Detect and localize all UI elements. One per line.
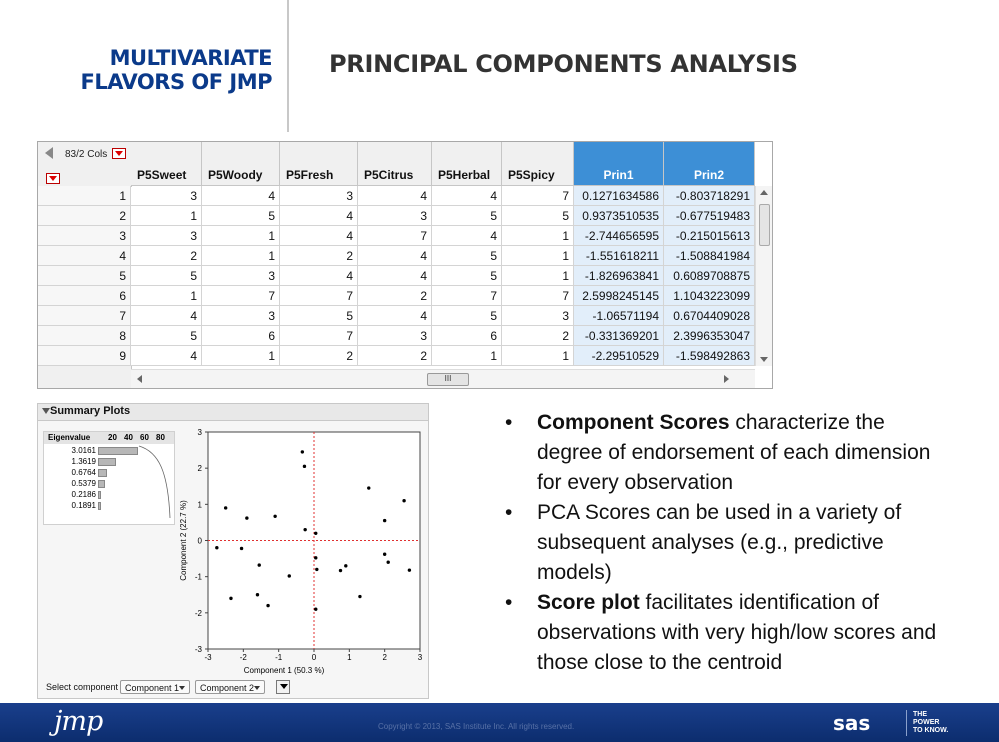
table-cell: 2 [358,286,432,306]
table-cell: 2 [502,326,574,346]
x-tick-label: 1 [347,653,352,662]
table-cell: 6 [202,326,280,346]
row-index-fill [38,366,132,388]
x-tick-label: -1 [275,653,283,662]
table-cell: -1.508841984 [664,246,755,266]
table-cell: 4 [131,306,202,326]
table-row[interactable] [38,306,755,326]
table-cell: -1.551618211 [574,246,664,266]
eigenvalue-value: 0.2186 [71,490,96,499]
column-header-label: P5Sweet [137,168,187,182]
x-tick-label: -3 [204,653,212,662]
column-header[interactable] [131,142,202,186]
disclosure-icon[interactable] [42,408,50,414]
score-point [402,499,405,502]
eigenvalue-value: 1.3619 [71,457,96,466]
table-cell: 7 [280,326,358,346]
table-cell: 1 [432,346,502,366]
table-cell: -1.826963841 [574,266,664,286]
score-point [358,595,361,598]
collapse-left-icon[interactable] [45,147,53,159]
score-point [229,597,232,600]
table-cell: 4 [280,206,358,226]
table-cell: 4 [432,226,502,246]
x-axis-label: Component 1 (50.3 %) [243,666,325,675]
row-index[interactable]: 6 [38,286,131,306]
row-index[interactable]: 4 [38,246,131,266]
score-point [383,519,386,522]
scroll-right-icon[interactable] [724,375,729,383]
table-cell: 4 [358,306,432,326]
score-point [303,528,306,531]
column-header[interactable] [202,142,280,186]
y-tick-label: -3 [194,645,202,654]
slide-title: PRINCIPAL COMPONENTS ANALYSIS [329,50,798,78]
table-cell: 3 [358,206,432,226]
row-index[interactable]: 9 [38,346,131,366]
table-cell: 1 [131,206,202,226]
table-cell: 4 [432,186,502,206]
row-index[interactable]: 7 [38,306,131,326]
table-cell: -0.677519483 [664,206,755,226]
table-cell: -0.803718291 [664,186,755,206]
table-cell: 4 [280,266,358,286]
summary-plots-header[interactable] [38,404,428,421]
logo-divider [906,710,907,736]
scroll-down-icon[interactable] [760,357,768,362]
sas-logo: sas [833,711,871,735]
score-point [367,486,370,489]
table-cell: 7 [502,186,574,206]
bullet-dot: • [505,501,513,524]
table-cell: 1 [502,346,574,366]
table-cell: 2 [131,246,202,266]
table-cell: 1 [202,246,280,266]
eigen-scale-60: 60 [140,433,149,442]
score-point [256,593,259,596]
table-cell: 5 [432,206,502,226]
score-plot [178,428,423,675]
eigenvalue-label: Eigenvalue [48,433,91,442]
score-point [245,516,248,519]
table-cell: -1.598492863 [664,346,755,366]
table-cell: 4 [358,186,432,206]
bullet-text: PCA Scores can be used in a variety of subsequent analyses (e.g., predictive models) [537,501,902,584]
score-point [288,574,291,577]
score-point [224,506,227,509]
summary-plots-title: Summary Plots [50,405,131,417]
cols-count: 83/2 Cols [65,149,108,160]
sas-tagline [913,711,948,735]
table-cell: 2 [280,246,358,266]
eigen-scale-80: 80 [156,433,165,442]
table-cell: -0.331369201 [574,326,664,346]
bullet-list [505,408,955,678]
score-point [273,515,276,518]
score-point [344,564,347,567]
eigen-scale-40: 40 [124,433,133,442]
eigenvalue-table [43,431,175,525]
column-header-label: P5Fresh [286,168,334,182]
table-row[interactable] [38,286,755,306]
footer-bar [0,703,999,742]
table-cell: 4 [358,266,432,286]
rows-menu-icon[interactable] [46,173,60,184]
bullet-bold: Score plot [537,591,640,614]
table-cell: 3 [358,326,432,346]
y-tick-label: 1 [197,500,202,510]
play-icon[interactable] [276,680,290,694]
table-cell: 7 [280,286,358,306]
column-header-label: P5Woody [208,168,263,182]
table-corner [38,142,132,187]
row-index[interactable]: 1 [38,186,131,206]
title-divider [287,0,289,132]
table-cell: 0.1271634586 [574,186,664,206]
table-cell: 2.3996353047 [664,326,755,346]
table-cell: 0.6089708875 [664,266,755,286]
table-cell: 2 [280,346,358,366]
row-index[interactable]: 2 [38,206,131,226]
table-cell: 0.9373510535 [574,206,664,226]
brand-title-line2: FLAVORS OF JMP [80,70,272,94]
eigenvalue-value: 0.6764 [71,468,96,477]
vertical-scroll-thumb[interactable] [759,204,770,246]
column-header-label: P5Herbal [438,168,491,182]
table-cell: 1 [502,246,574,266]
brand-title [40,46,272,94]
table-cell: 0.6704409028 [664,306,755,326]
table-cell: 5 [432,266,502,286]
table-cell: 5 [131,326,202,346]
select-component-label: Select component [46,682,119,692]
bullet-item [505,498,955,588]
table-cell: 4 [358,246,432,266]
table-cell: 5 [202,206,280,226]
row-index[interactable]: 5 [38,266,131,286]
y-tick-label: 0 [197,536,202,546]
table-cell: -0.215015613 [664,226,755,246]
table-cell: 7 [358,226,432,246]
table-row[interactable] [38,206,755,226]
table-cell: 4 [131,346,202,366]
brand-title-line1: MULTIVARIATE [109,46,272,70]
x-tick-label: 0 [311,653,317,662]
bullet-item [505,408,955,498]
vertical-scrollbar[interactable] [755,186,772,366]
row-index[interactable]: 8 [38,326,131,346]
table-cell: 1 [502,266,574,286]
copyright-text: Copyright © 2013, SAS Institute Inc. All rights reserved. [378,722,575,731]
eigen-cumulative-curve [44,432,174,524]
table-cell: 1 [502,226,574,246]
summary-plots-panel [37,403,429,699]
table-row[interactable] [38,266,755,286]
bullet-item [505,588,955,678]
table-cell: 4 [202,186,280,206]
table-row[interactable] [38,326,755,346]
bullet-bold: Component Scores [537,411,730,434]
eigenvalue-value: 0.5379 [71,479,96,488]
row-index[interactable]: 3 [38,226,131,246]
column-header[interactable] [664,142,755,186]
score-point [314,608,317,611]
score-point [315,568,318,571]
table-cell: 3 [502,306,574,326]
column-header[interactable] [502,142,574,186]
x-tick-label: -2 [239,653,247,662]
score-point [314,556,317,559]
table-cell: 1.1043223099 [664,286,755,306]
table-cell: 5 [432,246,502,266]
table-cell: 3 [202,306,280,326]
table-cell: -2.29510529 [574,346,664,366]
table-cell: 2.5998245145 [574,286,664,306]
bullet-dot: • [505,411,513,434]
score-point [339,569,342,572]
cols-menu-icon[interactable] [112,148,126,159]
score-point [240,547,243,550]
column-header[interactable] [358,142,432,186]
horizontal-scrollbar[interactable] [131,369,755,388]
table-cell: 7 [432,286,502,306]
table-row[interactable] [38,226,755,246]
component-x-select[interactable]: Component 1 [120,680,190,694]
bullet-text: facilitates identification of observations with very high/low scores and those close to the centroid [537,591,937,674]
column-header-label: Prin1 [603,168,634,182]
column-header[interactable] [280,142,358,186]
table-cell: 2 [358,346,432,366]
tagline-line1: THE [913,711,927,718]
column-header[interactable] [574,142,664,186]
column-header-label: P5Citrus [364,168,414,182]
y-tick-label: 3 [197,428,202,437]
x-tick-label: 2 [382,653,387,662]
table-cell: 5 [131,266,202,286]
table-row[interactable] [38,186,755,206]
y-tick-label: -2 [194,608,202,618]
score-point [303,465,306,468]
eigenvalue-value: 0.1891 [71,501,96,510]
table-cell: 3 [131,186,202,206]
table-cell: 1 [202,226,280,246]
y-axis-label: Component 2 (22.7 %) [179,500,188,581]
table-cell: 1 [131,286,202,306]
y-tick-label: 2 [197,464,202,474]
jmp-logo: jmp [54,706,103,737]
table-cell: -1.06571194 [574,306,664,326]
bullet-text: characterize the degree of endorsement of each dimension for every observation [537,411,931,494]
table-row[interactable] [38,346,755,366]
component-y-select[interactable]: Component 2 [195,680,265,694]
score-point [408,568,411,571]
table-cell: 5 [280,306,358,326]
table-cell: 5 [502,206,574,226]
score-point [266,604,269,607]
score-point [383,553,386,556]
score-point [301,450,304,453]
scroll-up-icon[interactable] [760,190,768,195]
score-point [258,563,261,566]
eigenvalue-value: 3.0161 [71,446,96,455]
horizontal-scroll-thumb[interactable]: III [427,373,469,386]
scroll-left-icon[interactable] [137,375,142,383]
table-row[interactable] [38,246,755,266]
table-cell: -2.744656595 [574,226,664,246]
score-point [314,532,317,535]
eigen-scale-20: 20 [108,433,117,442]
bullet-dot: • [505,591,513,614]
table-cell: 3 [280,186,358,206]
table-cell: 3 [202,266,280,286]
x-tick-label: 3 [417,653,423,662]
table-cell: 5 [432,306,502,326]
table-cell: 6 [432,326,502,346]
table-cell: 7 [502,286,574,306]
table-cell: 1 [202,346,280,366]
score-point [387,561,390,564]
table-cell: 7 [202,286,280,306]
column-header-label: Prin2 [693,168,724,182]
tagline-line3: TO KNOW. [913,727,949,734]
tagline-line2: POWER [913,719,940,726]
column-header[interactable] [432,142,502,186]
data-table [37,141,773,389]
table-cell: 3 [131,226,202,246]
table-cell: 4 [280,226,358,246]
column-header-label: P5Spicy [508,168,555,182]
y-tick-label: -1 [194,572,202,582]
score-point [215,546,218,549]
